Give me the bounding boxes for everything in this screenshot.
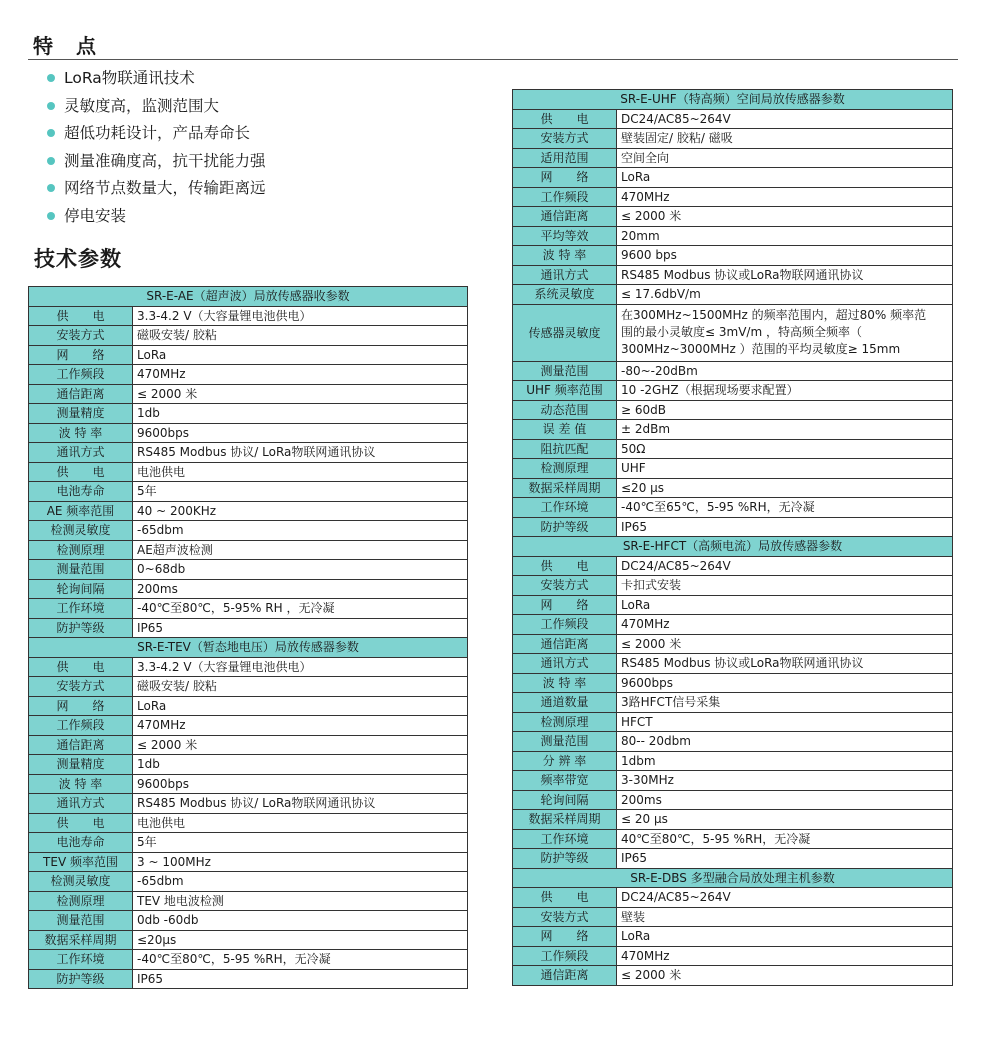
param-value: 200ms (133, 579, 468, 599)
feature-text: 灵敏度高，监测范围大 (64, 96, 220, 115)
table-row (29, 443, 468, 463)
table-row (513, 771, 953, 791)
param-label: 通讯方式 (29, 794, 133, 814)
table-row (513, 712, 953, 732)
param-value: 9600 bps (617, 246, 953, 266)
table-row (29, 774, 468, 794)
table-row (29, 950, 468, 970)
param-value: 3 ~ 100MHz (133, 852, 468, 872)
param-label: 波 特 率 (29, 774, 133, 794)
table-row (513, 226, 953, 246)
table-header-row (29, 287, 468, 307)
param-label: 分 辨 率 (513, 751, 617, 771)
param-value: ≤20μs (133, 930, 468, 950)
table-section-title: SR-E-AE（超声波）局放传感器收参数 (29, 287, 468, 307)
table-row (29, 560, 468, 580)
feature-text: 测量准确度高，抗干扰能力强 (64, 151, 266, 170)
param-value: 电池供电 (133, 462, 468, 482)
feature-item (44, 204, 266, 232)
table-row (29, 735, 468, 755)
param-label: 通信距离 (29, 735, 133, 755)
param-value: IP65 (617, 517, 953, 537)
table-row (513, 732, 953, 752)
param-label: 工作环境 (29, 950, 133, 970)
param-value: 470MHz (133, 716, 468, 736)
param-value: ≤ 17.6dbV/m (617, 285, 953, 305)
table-section-title: SR-E-UHF（特高频）空间局放传感器参数 (513, 90, 953, 110)
param-label: 防护等级 (29, 969, 133, 989)
param-label: 通信距离 (513, 634, 617, 654)
table-row (513, 187, 953, 207)
param-value: 470MHz (617, 946, 953, 966)
table-row (513, 265, 953, 285)
table-row (513, 849, 953, 869)
table-row (29, 833, 468, 853)
param-value: ≤ 2000 米 (617, 966, 953, 986)
param-label: 网 络 (29, 345, 133, 365)
param-value-line: 围的最小灵敏度≤ 3mV/m ，特高频全频率（ (621, 325, 862, 339)
table-row (513, 246, 953, 266)
bullet-icon (47, 74, 55, 82)
param-label: 工作频段 (29, 716, 133, 736)
table-row (29, 930, 468, 950)
param-value: 3路HFCT信号采集 (617, 693, 953, 713)
param-label: 网 络 (513, 595, 617, 615)
param-value: 9600bps (617, 673, 953, 693)
param-label: 供 电 (29, 657, 133, 677)
param-label: 检测原理 (29, 540, 133, 560)
param-label: 传感器灵敏度 (513, 304, 617, 361)
param-value-line: 在300MHz~1500MHz 的频率范围内，超过80% 频率范 (621, 308, 927, 322)
table-row (513, 361, 953, 381)
param-value: 470MHz (617, 615, 953, 635)
param-value: ≤ 2000 米 (133, 735, 468, 755)
table-row (513, 810, 953, 830)
param-label: 网 络 (29, 696, 133, 716)
bullet-icon (47, 129, 55, 137)
param-value: 电池供电 (133, 813, 468, 833)
param-label: 电池寿命 (29, 482, 133, 502)
feature-text: 超低功耗设计，产品寿命长 (64, 124, 251, 143)
param-value: LoRa (617, 927, 953, 947)
table-row (513, 498, 953, 518)
param-label: 供 电 (29, 306, 133, 326)
param-label: 误 差 值 (513, 420, 617, 440)
param-label: 电池寿命 (29, 833, 133, 853)
param-label: 工作环境 (513, 498, 617, 518)
param-label: 检测灵敏度 (29, 521, 133, 541)
table-header-row (513, 537, 953, 557)
param-value: 470MHz (133, 365, 468, 385)
param-value: 3-30MHz (617, 771, 953, 791)
param-label: 通信距离 (513, 966, 617, 986)
param-label: 通道数量 (513, 693, 617, 713)
table-row (513, 285, 953, 305)
param-label: 供 电 (513, 888, 617, 908)
feature-item (44, 94, 266, 122)
table-row (513, 129, 953, 149)
param-label: 数据采样周期 (513, 478, 617, 498)
param-value: -40℃至80℃，5-95% RH ，无冷凝 (133, 599, 468, 619)
param-value: 壁装固定/ 胶粘/ 磁吸 (617, 129, 953, 149)
param-label: AE 频率范围 (29, 501, 133, 521)
table-row (29, 326, 468, 346)
param-value: IP65 (133, 969, 468, 989)
param-label: 轮询间隔 (513, 790, 617, 810)
param-value: 3.3-4.2 V（大容量锂电池供电） (133, 306, 468, 326)
table-row (29, 872, 468, 892)
param-label: 供 电 (29, 462, 133, 482)
param-label: 工作频段 (513, 615, 617, 635)
spec-table-right (512, 89, 953, 986)
param-label: 通信距离 (29, 384, 133, 404)
param-value: RS485 Modbus 协议或LoRa物联网通讯协议 (617, 654, 953, 674)
table-row (29, 696, 468, 716)
feature-item (44, 176, 266, 204)
param-label: 检测灵敏度 (29, 872, 133, 892)
table-section-title: SR-E-TEV（暂态地电压）局放传感器参数 (29, 638, 468, 658)
table-row (513, 829, 953, 849)
table-row (29, 540, 468, 560)
param-label: UHF 频率范围 (513, 381, 617, 401)
param-label: 波 特 率 (513, 246, 617, 266)
param-label: 检测原理 (513, 712, 617, 732)
param-label: 阻抗匹配 (513, 439, 617, 459)
param-label: 数据采样周期 (29, 930, 133, 950)
param-value: 空间全向 (617, 148, 953, 168)
table-row (29, 852, 468, 872)
param-label: 安装方式 (513, 576, 617, 596)
table-row (29, 618, 468, 638)
param-label: 工作频段 (29, 365, 133, 385)
feature-text: 网络节点数量大，传输距离远 (64, 179, 266, 198)
table-row (29, 657, 468, 677)
param-value: 5年 (133, 482, 468, 502)
param-value: TEV 地电波检测 (133, 891, 468, 911)
param-label: 测量范围 (29, 911, 133, 931)
table-row (29, 599, 468, 619)
param-label: 测量范围 (513, 732, 617, 752)
param-label: 检测原理 (513, 459, 617, 479)
param-value: -40℃至65℃，5-95 %RH，无冷凝 (617, 498, 953, 518)
table-section-title: SR-E-DBS 多型融合局放处理主机参数 (513, 868, 953, 888)
table-row (29, 365, 468, 385)
table-row (29, 969, 468, 989)
table-header-row (29, 638, 468, 658)
param-label: 工作频段 (513, 187, 617, 207)
param-value: ≤ 2000 米 (133, 384, 468, 404)
param-value: 1db (133, 755, 468, 775)
param-label: 防护等级 (513, 849, 617, 869)
feature-text: 停电安装 (64, 206, 127, 225)
param-label: 测量精度 (29, 404, 133, 424)
param-value: 5年 (133, 833, 468, 853)
feature-item (44, 121, 266, 149)
param-value: ≤ 2000 米 (617, 634, 953, 654)
param-label: 网 络 (513, 168, 617, 188)
table-row (513, 654, 953, 674)
table-row (29, 404, 468, 424)
param-label: 频率带宽 (513, 771, 617, 791)
features-list (44, 66, 266, 232)
param-value: 200ms (617, 790, 953, 810)
table-row (29, 521, 468, 541)
param-label: 安装方式 (513, 907, 617, 927)
param-label: 工作环境 (29, 599, 133, 619)
param-value (617, 304, 953, 361)
table-row (513, 304, 953, 361)
table-row (513, 478, 953, 498)
table-row (513, 459, 953, 479)
bullet-icon (47, 157, 55, 165)
table-row (29, 345, 468, 365)
param-value: ≤ 20 μs (617, 810, 953, 830)
param-value: 20mm (617, 226, 953, 246)
table-row (513, 556, 953, 576)
table-row (513, 888, 953, 908)
param-label: 数据采样周期 (513, 810, 617, 830)
param-label: 供 电 (513, 109, 617, 129)
param-value: RS485 Modbus 协议/ LoRa物联网通讯协议 (133, 794, 468, 814)
title-divider (28, 59, 958, 60)
table-row (29, 891, 468, 911)
param-label: 安装方式 (29, 677, 133, 697)
param-value: 80-- 20dbm (617, 732, 953, 752)
param-value: IP65 (617, 849, 953, 869)
param-label: 适用范围 (513, 148, 617, 168)
table-row (29, 579, 468, 599)
param-value: ≤ 2000 米 (617, 207, 953, 227)
param-value: RS485 Modbus 协议或LoRa物联网通讯协议 (617, 265, 953, 285)
param-label: 工作环境 (513, 829, 617, 849)
param-value: 9600bps (133, 423, 468, 443)
param-value: -40℃至80℃，5-95 %RH，无冷凝 (133, 950, 468, 970)
bullet-icon (47, 102, 55, 110)
param-label: 通讯方式 (513, 265, 617, 285)
param-value: -65dbm (133, 872, 468, 892)
table-row (513, 946, 953, 966)
param-value: 1db (133, 404, 468, 424)
table-row (513, 109, 953, 129)
table-row (513, 400, 953, 420)
feature-item (44, 66, 266, 94)
param-value: ≤20 μs (617, 478, 953, 498)
param-value: RS485 Modbus 协议/ LoRa物联网通讯协议 (133, 443, 468, 463)
table-row (513, 595, 953, 615)
param-label: 轮询间隔 (29, 579, 133, 599)
table-row (513, 168, 953, 188)
param-label: 工作频段 (513, 946, 617, 966)
table-row (29, 384, 468, 404)
param-value: 壁装 (617, 907, 953, 927)
table-row (513, 517, 953, 537)
table-row (29, 813, 468, 833)
param-value: -65dbm (133, 521, 468, 541)
param-value: 40℃至80℃，5-95 %RH，无冷凝 (617, 829, 953, 849)
table-header-row (513, 868, 953, 888)
param-value: 卡扣式安装 (617, 576, 953, 596)
param-value: -80~-20dBm (617, 361, 953, 381)
table-row (513, 751, 953, 771)
param-value: ≥ 60dB (617, 400, 953, 420)
param-value: LoRa (133, 696, 468, 716)
param-label: 动态范围 (513, 400, 617, 420)
param-value: 0db -60db (133, 911, 468, 931)
param-label: 平均等效 (513, 226, 617, 246)
table-header-row (513, 90, 953, 110)
param-value: LoRa (617, 168, 953, 188)
table-row (513, 693, 953, 713)
table-row (513, 148, 953, 168)
param-value: HFCT (617, 712, 953, 732)
params-title: 技术参数 (34, 247, 122, 271)
table-row (513, 907, 953, 927)
param-value: AE超声波检测 (133, 540, 468, 560)
param-label: 系统灵敏度 (513, 285, 617, 305)
param-label: 测量范围 (513, 361, 617, 381)
param-value: ± 2dBm (617, 420, 953, 440)
param-value: LoRa (133, 345, 468, 365)
features-title: 特 点 (33, 34, 104, 58)
param-value: 40 ~ 200KHz (133, 501, 468, 521)
param-label: 供 电 (513, 556, 617, 576)
param-label: 供 电 (29, 813, 133, 833)
param-value: 470MHz (617, 187, 953, 207)
param-value: 磁吸安装/ 胶粘 (133, 677, 468, 697)
param-value: 1dbm (617, 751, 953, 771)
spec-table-left (28, 286, 468, 989)
table-row (29, 755, 468, 775)
param-value: 9600bps (133, 774, 468, 794)
table-row (29, 482, 468, 502)
param-value: 磁吸安装/ 胶粘 (133, 326, 468, 346)
table-row (513, 439, 953, 459)
param-label: 安装方式 (513, 129, 617, 149)
param-value: DC24/AC85~264V (617, 888, 953, 908)
table-row (29, 306, 468, 326)
param-label: 测量精度 (29, 755, 133, 775)
table-row (513, 927, 953, 947)
table-row (29, 501, 468, 521)
table-row (29, 677, 468, 697)
table-row (513, 966, 953, 986)
param-label: 通信距离 (513, 207, 617, 227)
feature-text: LoRa物联通讯技术 (64, 69, 195, 87)
param-label: 防护等级 (29, 618, 133, 638)
param-label: 防护等级 (513, 517, 617, 537)
param-value-line: 300MHz~3000MHz ）范围的平均灵敏度≥ 15mm (621, 342, 901, 356)
table-row (29, 423, 468, 443)
param-value: 10 -2GHZ（根据现场要求配置） (617, 381, 953, 401)
param-label: 检测原理 (29, 891, 133, 911)
param-value: DC24/AC85~264V (617, 556, 953, 576)
table-row (29, 716, 468, 736)
param-label: TEV 频率范围 (29, 852, 133, 872)
table-row (513, 634, 953, 654)
param-value: IP65 (133, 618, 468, 638)
param-value: UHF (617, 459, 953, 479)
param-value: 0~68db (133, 560, 468, 580)
table-row (513, 790, 953, 810)
bullet-icon (47, 212, 55, 220)
param-label: 网 络 (513, 927, 617, 947)
table-row (513, 576, 953, 596)
table-row (513, 381, 953, 401)
table-row (29, 911, 468, 931)
table-row (513, 420, 953, 440)
table-row (513, 673, 953, 693)
param-label: 安装方式 (29, 326, 133, 346)
param-label: 波 特 率 (29, 423, 133, 443)
param-value: 3.3-4.2 V（大容量锂电池供电） (133, 657, 468, 677)
param-label: 测量范围 (29, 560, 133, 580)
bullet-icon (47, 184, 55, 192)
param-label: 通讯方式 (29, 443, 133, 463)
table-row (513, 615, 953, 635)
param-value: LoRa (617, 595, 953, 615)
param-label: 通讯方式 (513, 654, 617, 674)
param-label: 波 特 率 (513, 673, 617, 693)
table-row (29, 794, 468, 814)
table-row (513, 207, 953, 227)
table-section-title: SR-E-HFCT（高频电流）局放传感器参数 (513, 537, 953, 557)
table-row (29, 462, 468, 482)
feature-item (44, 149, 266, 177)
param-value: DC24/AC85~264V (617, 109, 953, 129)
param-value: 50Ω (617, 439, 953, 459)
